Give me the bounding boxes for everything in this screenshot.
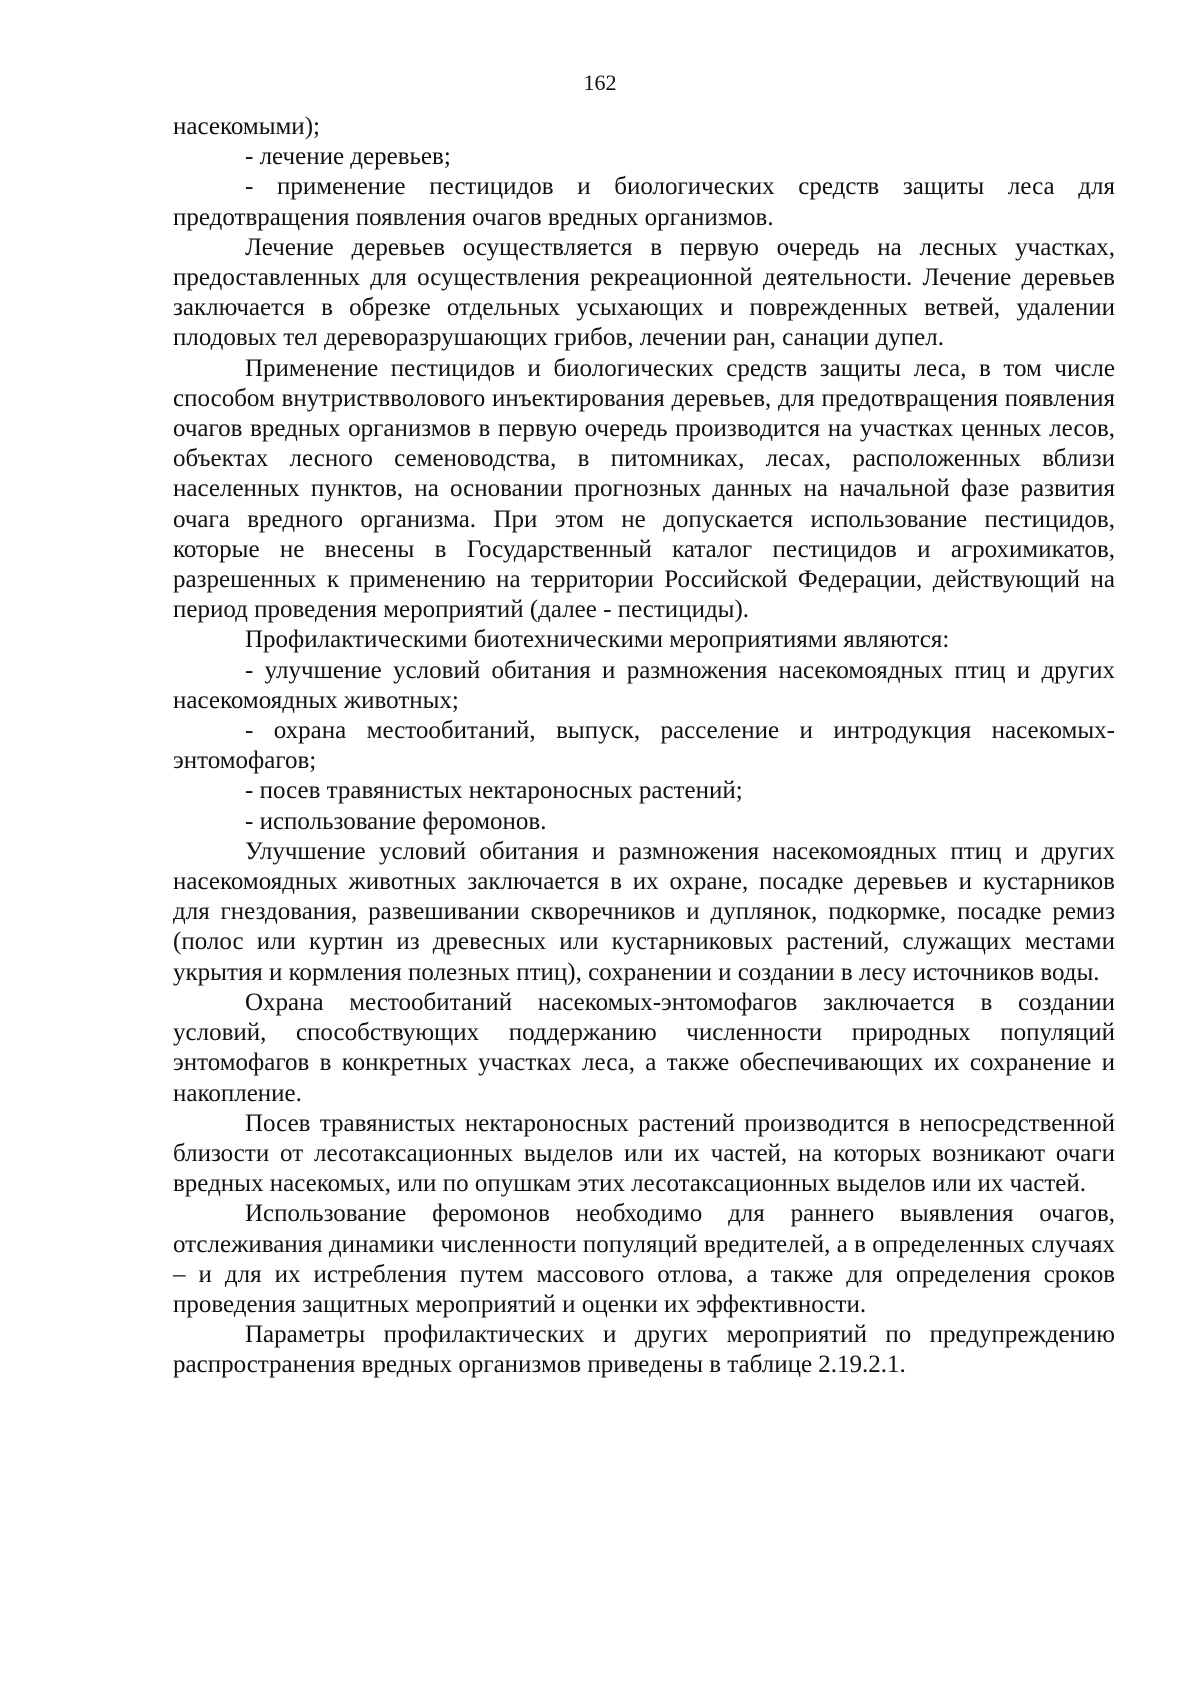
list-item-tree-treatment: - лечение деревьев; xyxy=(245,143,451,171)
paragraph-tree-treatment: Лечение деревьев осуществляется в первую очередь на лесных участках, предоставленных для осуществления рекреационной деятельности. Лечение деревьев заключается в обрезке отдельных усыхающих и поврежденных ветвей, удалении плодовых тел дереворазрушающих грибов, лечении ран, санации дупел. xyxy=(173,233,1115,352)
list-item-pheromones: - использование феромонов. xyxy=(245,807,547,835)
paragraph-entomophage-protection: Охрана местообитаний насекомых-энтомофагов заключается в создании условий, способствующих поддержанию численности природных популяций энтомофагов в конкретных участках леса, а также обеспечивающих их сохранение и накопление. xyxy=(173,988,1115,1107)
paragraph-biotechnical-measures: Профилактическими биотехническими мероприятиями являются: xyxy=(245,626,950,654)
paragraph-pheromones: Использование феромонов необходимо для раннего выявления очагов, отслеживания динамики численности популяций вредителей, а в определенных случаях – и для их истребления путем массового отлова, а также для определения сроков проведения защитных мероприятий и оценки их эффективности. xyxy=(173,1200,1115,1318)
list-item-nectar-plants: - посев травянистых нектароносных растений; xyxy=(245,777,743,805)
list-item-bird-habitat: - улучшение условий обитания и размножения насекомоядных птиц и других насекомоядных животных; xyxy=(173,656,1115,714)
paragraph-pesticide-application: Применение пестицидов и биологических средств защиты леса, в том числе способом внутриствволового инъектирования деревьев, для предотвращения появления очагов вредных организмов в первую очередь производится на участках ценных лесов, объектах лесного семеноводства, в питомниках, лесах, расположенных вблизи населенных пунктов, на основании прогнозных данных на начальной фазе развития очага вредного организма. При этом не допускается использование пестицидов, которые не внесены в Государственный каталог пестицидов и агрохимикатов, разрешенных к применению на территории Российской Федерации, действующий на период проведения мероприятий (далее - пестициды). xyxy=(173,354,1115,624)
list-item-entomophage-protection: - охрана местообитаний, выпуск, расселение и интродукция насекомых-энтомофагов; xyxy=(173,717,1115,775)
list-item-pesticide-application: - применение пестицидов и биологических средств защиты леса для предотвращения появления очагов вредных организмов. xyxy=(173,173,1115,231)
document-body xyxy=(173,112,1115,1381)
paragraph-parameters-table-reference: Параметры профилактических и других мероприятий по предупреждению распространения вредных организмов приведены в таблице 2.19.2.1. xyxy=(173,1321,1115,1379)
paragraph-bird-habitat: Улучшение условий обитания и размножения насекомоядных птиц и других насекомоядных животных заключается в их охране, посадке деревьев и кустарников для гнездования, развешивании скворечников и дуплянок, подкормке, посадке ремиз (полос или куртин из древесных или кустарниковых растений, служащих местами укрытия и кормления полезных птиц), сохранении и создании в лесу источников воды. xyxy=(173,837,1115,986)
paragraph-nectar-plants: Посев травянистых нектароносных растений производится в непосредственной близости от лесотаксационных выделов или их частей, на которых возникают очаги вредных насекомых, или по опушкам этих лесотаксационных выделов или их частей. xyxy=(173,1109,1115,1198)
page-number: 162 xyxy=(583,70,617,95)
paragraph-continuation: насекомыми); xyxy=(173,113,320,140)
